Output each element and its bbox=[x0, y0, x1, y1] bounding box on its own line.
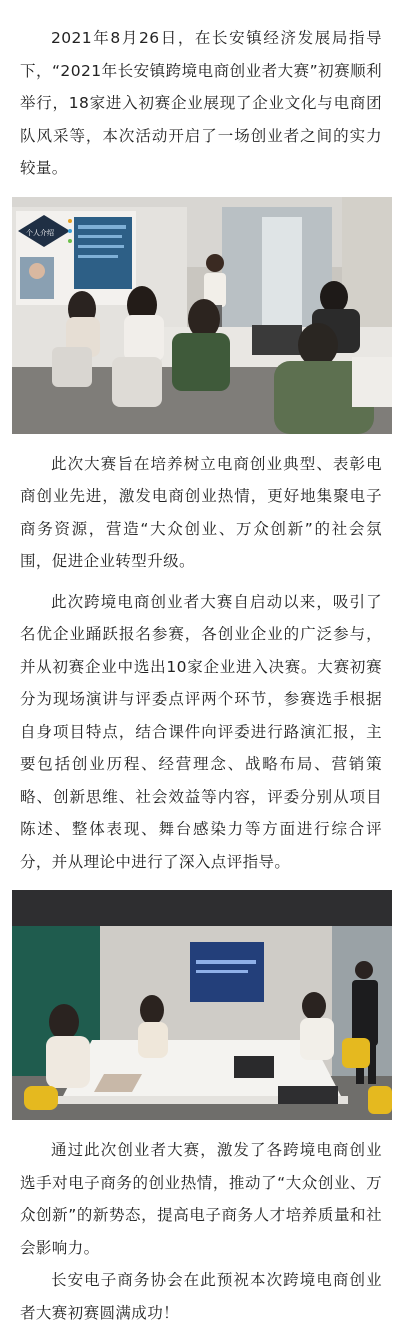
paragraph-wishes: 长安电子商务协会在此预祝本次跨境电商创业者大赛初赛圆满成功！ bbox=[20, 1271, 382, 1322]
photo-presentation bbox=[12, 197, 392, 434]
paragraph-intro: 2021年8月26日，在长安镇经济发展局指导下，“2021年长安镇跨境电商创业者大赛”初赛顺利举行，18家进入初赛企业展现了企业文化与电商团队风采等，本次活动开启了一场创业者之间的实力较量。 bbox=[20, 29, 382, 177]
paragraph-purpose: 此次大赛旨在培养树立电商创业典型、表彰电商创业先进，激发电商创业热情，更好地集聚电子商务资源，营造“大众创业、万众创新”的社会氛围，促进企业转型升级。 bbox=[20, 454, 382, 570]
photo-judges bbox=[12, 890, 392, 1120]
slide-title: 个人介绍 bbox=[26, 228, 54, 237]
paragraph-outcome: 通过此次创业者大赛，激发了各跨境电商创业选手对电子商务的创业热情，推动了“大众创业、万众创新”的新势态，提高电子商务人才培养质量和社会影响力。 bbox=[20, 1141, 382, 1257]
paragraph-process: 此次跨境电商创业者大赛自启动以来，吸引了名优企业踊跃报名参赛，各创业企业的广泛参与，并从初赛企业中选出10家企业进入决赛。大赛初赛分为现场演讲与评委点评两个环节，参赛选手根据自身项目特点，结合课件向评委进行路演汇报，主要包括创业历程、经营理念、战略布局、营销策略、创新思维、社会效益等内容，评委分别从项目陈述、整体表现、舞台感染力等方面进行综合评分，并从理论中进行了深入点评指导。 bbox=[20, 592, 382, 871]
